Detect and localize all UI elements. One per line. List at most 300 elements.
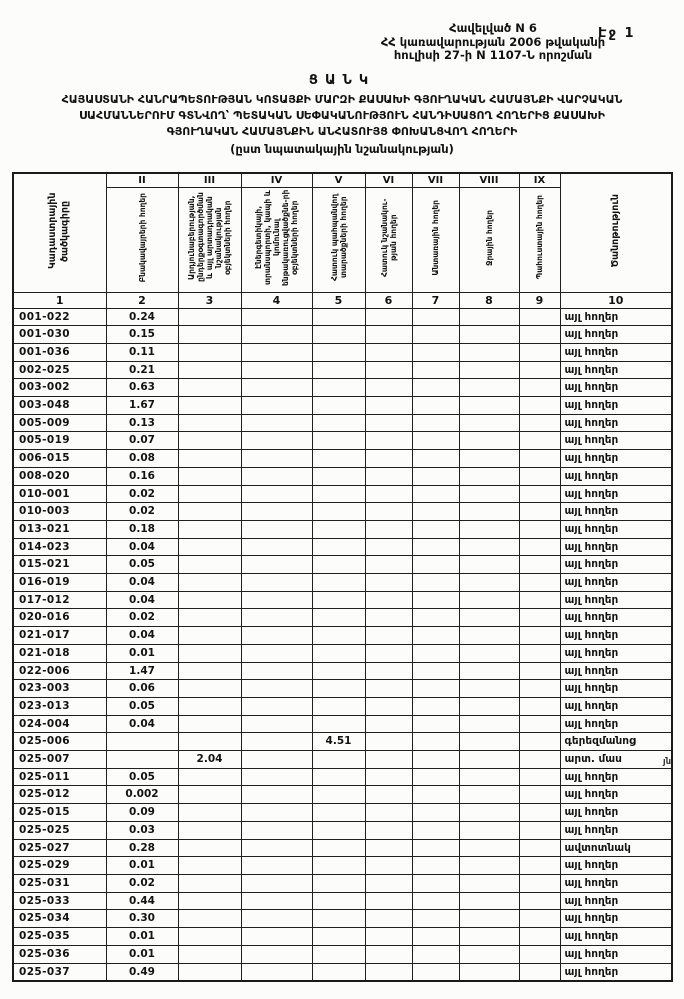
value-cell-6 <box>365 839 412 857</box>
value-cell-2: 0.24 <box>106 308 178 326</box>
value-cell-3 <box>178 627 241 645</box>
table-row <box>13 928 672 946</box>
value-cell-9 <box>519 591 560 609</box>
note-cell: այլ հողեր <box>560 715 672 733</box>
cadastral-code-cell: 025-035 <box>13 928 106 946</box>
value-cell-3 <box>178 609 241 627</box>
value-cell-9 <box>519 326 560 344</box>
header-note-label: Ծանոթություն <box>609 193 621 268</box>
value-cell-6 <box>365 379 412 397</box>
value-cell-6 <box>365 963 412 981</box>
value-cell-7 <box>412 875 459 893</box>
value-cell-9 <box>519 839 560 857</box>
value-cell-5 <box>312 308 365 326</box>
value-cell-7 <box>412 450 459 468</box>
header-water-lands: Ջրային հողեր <box>459 187 519 292</box>
value-cell-8 <box>459 432 519 450</box>
value-cell-5 <box>312 963 365 981</box>
value-cell-4 <box>241 574 312 592</box>
value-cell-9 <box>519 644 560 662</box>
table-row <box>13 556 672 574</box>
cadastral-code-cell: 023-003 <box>13 680 106 698</box>
cadastral-code-cell: 025-037 <box>13 963 106 981</box>
value-cell-3 <box>178 910 241 928</box>
value-cell-7 <box>412 503 459 521</box>
table-row <box>13 397 672 415</box>
value-cell-2: 0.002 <box>106 786 178 804</box>
header-cadastral-code-label: Կադաստրային ծածկագիրը <box>47 192 71 269</box>
header-special-purpose-lands: Հատուկ նշանակու-թյան հողեր <box>365 187 412 292</box>
value-cell-6 <box>365 326 412 344</box>
value-cell-4 <box>241 520 312 538</box>
value-cell-9 <box>519 556 560 574</box>
value-cell-9 <box>519 697 560 715</box>
value-cell-6 <box>365 768 412 786</box>
value-cell-3 <box>178 857 241 875</box>
value-cell-6 <box>365 609 412 627</box>
roman-numeral-row <box>13 173 672 188</box>
value-cell-3 <box>178 556 241 574</box>
value-cell-4 <box>241 414 312 432</box>
value-cell-6 <box>365 450 412 468</box>
value-cell-8 <box>459 556 519 574</box>
table-row <box>13 520 672 538</box>
table-row <box>13 857 672 875</box>
cadastral-code-cell: 025-029 <box>13 857 106 875</box>
value-cell-3 <box>178 928 241 946</box>
note-cell: այլ հողեր <box>560 308 672 326</box>
value-cell-7 <box>412 910 459 928</box>
value-cell-9 <box>519 627 560 645</box>
value-cell-8 <box>459 768 519 786</box>
value-cell-7 <box>412 609 459 627</box>
value-cell-5 <box>312 485 365 503</box>
value-cell-4 <box>241 680 312 698</box>
value-cell-5 <box>312 751 365 769</box>
cadastral-code-cell: 025-027 <box>13 839 106 857</box>
value-cell-5 <box>312 432 365 450</box>
value-cell-5 <box>312 857 365 875</box>
value-cell-7 <box>412 963 459 981</box>
value-cell-7 <box>412 715 459 733</box>
value-cell-7 <box>412 697 459 715</box>
value-cell-3: 2.04 <box>178 751 241 769</box>
cadastral-code-cell: 024-004 <box>13 715 106 733</box>
value-cell-4 <box>241 591 312 609</box>
value-cell-8 <box>459 538 519 556</box>
table-row <box>13 839 672 857</box>
main-title <box>10 92 674 140</box>
cadastral-code-cell: 013-021 <box>13 520 106 538</box>
roman-numeral-V: V <box>312 173 365 188</box>
cadastral-code-cell: 021-018 <box>13 644 106 662</box>
value-cell-6 <box>365 556 412 574</box>
note-cell: այլ հողեր <box>560 432 672 450</box>
value-cell-8 <box>459 520 519 538</box>
table-row <box>13 910 672 928</box>
value-cell-7 <box>412 556 459 574</box>
value-cell-5 <box>312 538 365 556</box>
note-cell: այլ հողեր <box>560 875 672 893</box>
value-cell-9 <box>519 379 560 397</box>
value-cell-2: 0.09 <box>106 804 178 822</box>
value-cell-3 <box>178 574 241 592</box>
value-cell-2: 0.02 <box>106 485 178 503</box>
value-cell-6 <box>365 644 412 662</box>
value-cell-7 <box>412 839 459 857</box>
value-cell-9 <box>519 963 560 981</box>
value-cell-4 <box>241 715 312 733</box>
value-cell-8 <box>459 414 519 432</box>
value-cell-3 <box>178 839 241 857</box>
value-cell-2: 0.01 <box>106 945 178 963</box>
value-cell-5 <box>312 697 365 715</box>
value-cell-8 <box>459 945 519 963</box>
appendix-line-2: ՀՀ կառավարության 2006 թվականի <box>380 34 606 49</box>
cadastral-code-cell: 010-001 <box>13 485 106 503</box>
value-cell-6 <box>365 343 412 361</box>
note-cell: այլ հողեր <box>560 644 672 662</box>
cadastral-code-cell: 005-009 <box>13 414 106 432</box>
value-cell-8 <box>459 821 519 839</box>
value-cell-2: 0.05 <box>106 768 178 786</box>
list-title: ՑԱՆԿ <box>308 72 376 88</box>
note-cell: այլ հողեր <box>560 326 672 344</box>
value-cell-9 <box>519 520 560 538</box>
value-cell-4 <box>241 892 312 910</box>
value-cell-3 <box>178 503 241 521</box>
table-row <box>13 804 672 822</box>
value-cell-3 <box>178 892 241 910</box>
land-table <box>12 172 673 983</box>
value-cell-8 <box>459 804 519 822</box>
value-cell-9 <box>519 733 560 751</box>
value-cell-2: 0.13 <box>106 414 178 432</box>
value-cell-4 <box>241 308 312 326</box>
value-cell-2: 0.02 <box>106 609 178 627</box>
value-cell-2: 0.04 <box>106 538 178 556</box>
table-row <box>13 308 672 326</box>
value-cell-6 <box>365 485 412 503</box>
value-cell-7 <box>412 343 459 361</box>
cadastral-code-cell: 025-036 <box>13 945 106 963</box>
value-cell-5 <box>312 839 365 857</box>
cadastral-code-cell: 008-020 <box>13 467 106 485</box>
note-cell: ավտոտնակ <box>560 839 672 857</box>
note-cell: այլ հողեր <box>560 343 672 361</box>
value-cell-5 <box>312 644 365 662</box>
value-cell-3 <box>178 343 241 361</box>
value-cell-7 <box>412 733 459 751</box>
note-cell: այլ հողեր <box>560 857 672 875</box>
value-cell-2: 0.02 <box>106 503 178 521</box>
value-cell-4 <box>241 485 312 503</box>
value-cell-8 <box>459 733 519 751</box>
value-cell-3 <box>178 591 241 609</box>
value-cell-9 <box>519 343 560 361</box>
value-cell-8 <box>459 379 519 397</box>
value-cell-9 <box>519 503 560 521</box>
value-cell-5 <box>312 892 365 910</box>
value-cell-3 <box>178 326 241 344</box>
value-cell-6 <box>365 697 412 715</box>
value-cell-3 <box>178 875 241 893</box>
cadastral-code-cell: 006-015 <box>13 450 106 468</box>
column-number-7: 7 <box>412 292 459 308</box>
value-cell-2: 0.05 <box>106 556 178 574</box>
value-cell-8 <box>459 503 519 521</box>
cadastral-code-cell: 025-006 <box>13 733 106 751</box>
value-cell-3 <box>178 397 241 415</box>
note-cell: այլ հողեր <box>560 379 672 397</box>
value-cell-8 <box>459 450 519 468</box>
cadastral-code-cell: 002-025 <box>13 361 106 379</box>
cadastral-code-cell: 003-002 <box>13 379 106 397</box>
cadastral-code-cell: 016-019 <box>13 574 106 592</box>
value-cell-4 <box>241 839 312 857</box>
cadastral-code-cell: 020-016 <box>13 609 106 627</box>
value-cell-9 <box>519 609 560 627</box>
value-cell-7 <box>412 751 459 769</box>
value-cell-8 <box>459 857 519 875</box>
value-cell-6 <box>365 733 412 751</box>
value-cell-9 <box>519 662 560 680</box>
value-cell-3 <box>178 467 241 485</box>
roman-numeral-IX: IX <box>519 173 560 188</box>
cadastral-code-cell: 003-048 <box>13 397 106 415</box>
column-number-10: 10 <box>560 292 672 308</box>
stray-mark: յն <box>663 757 672 767</box>
value-cell-4 <box>241 627 312 645</box>
header-industrial-lands: Արդյունաբերության, ընդերքօգտագործման և այլ արտադրական նշանակության օբյեկտների հողեր <box>178 187 241 292</box>
value-cell-7 <box>412 574 459 592</box>
value-cell-2: 0.07 <box>106 432 178 450</box>
value-cell-2: 1.67 <box>106 397 178 415</box>
value-cell-8 <box>459 591 519 609</box>
value-cell-3 <box>178 715 241 733</box>
value-cell-9 <box>519 821 560 839</box>
value-cell-4 <box>241 821 312 839</box>
value-cell-9 <box>519 875 560 893</box>
value-cell-9 <box>519 751 560 769</box>
value-cell-7 <box>412 644 459 662</box>
value-cell-9 <box>519 397 560 415</box>
value-cell-6 <box>365 432 412 450</box>
appendix-line-1: Հավելված N 6 <box>449 21 537 35</box>
value-cell-4 <box>241 556 312 574</box>
value-cell-5 <box>312 556 365 574</box>
value-cell-5 <box>312 326 365 344</box>
value-cell-7 <box>412 892 459 910</box>
value-cell-2: 0.03 <box>106 821 178 839</box>
note-cell: այլ հողեր <box>560 662 672 680</box>
value-cell-7 <box>412 857 459 875</box>
value-cell-8 <box>459 751 519 769</box>
note-cell: այլ հողեր <box>560 414 672 432</box>
value-cell-2 <box>106 751 178 769</box>
cadastral-code-cell: 017-012 <box>13 591 106 609</box>
note-cell: այլ հողեր <box>560 520 672 538</box>
page-number: Էջ 1 <box>598 26 636 41</box>
value-cell-4 <box>241 857 312 875</box>
cadastral-code-cell: 014-023 <box>13 538 106 556</box>
value-cell-6 <box>365 786 412 804</box>
table-row <box>13 414 672 432</box>
value-cell-4 <box>241 432 312 450</box>
value-cell-6 <box>365 467 412 485</box>
value-cell-4 <box>241 538 312 556</box>
note-cell: այլ հողեր <box>560 503 672 521</box>
value-cell-6 <box>365 361 412 379</box>
value-cell-9 <box>519 910 560 928</box>
cadastral-code-cell: 010-003 <box>13 503 106 521</box>
value-cell-4 <box>241 379 312 397</box>
value-cell-4 <box>241 343 312 361</box>
value-cell-5 <box>312 361 365 379</box>
note-cell: այլ հողեր <box>560 680 672 698</box>
value-cell-7 <box>412 397 459 415</box>
value-cell-2: 0.04 <box>106 574 178 592</box>
header-forest-lands: Անտառային հողեր <box>412 187 459 292</box>
cadastral-code-cell: 001-022 <box>13 308 106 326</box>
cadastral-code-cell: 005-019 <box>13 432 106 450</box>
value-cell-5 <box>312 945 365 963</box>
value-cell-7 <box>412 821 459 839</box>
table-row <box>13 644 672 662</box>
value-cell-6 <box>365 397 412 415</box>
value-cell-6 <box>365 892 412 910</box>
value-cell-7 <box>412 804 459 822</box>
cadastral-code-cell: 025-033 <box>13 892 106 910</box>
value-cell-2: 0.28 <box>106 839 178 857</box>
value-cell-4 <box>241 928 312 946</box>
note-cell: այլ հողեր <box>560 928 672 946</box>
value-cell-3 <box>178 379 241 397</box>
cadastral-code-cell: 025-015 <box>13 804 106 822</box>
value-cell-9 <box>519 892 560 910</box>
value-cell-3 <box>178 662 241 680</box>
value-cell-2: 0.44 <box>106 892 178 910</box>
value-cell-5 <box>312 503 365 521</box>
value-cell-6 <box>365 751 412 769</box>
note-cell: այլ հողեր <box>560 627 672 645</box>
value-cell-7 <box>412 768 459 786</box>
note-cell: այլ հողեր <box>560 397 672 415</box>
value-cell-6 <box>365 414 412 432</box>
value-cell-3 <box>178 432 241 450</box>
value-cell-5 <box>312 591 365 609</box>
value-cell-5: 4.51 <box>312 733 365 751</box>
value-cell-5 <box>312 910 365 928</box>
value-cell-7 <box>412 786 459 804</box>
value-cell-3 <box>178 786 241 804</box>
value-cell-2: 1.47 <box>106 662 178 680</box>
value-cell-2: 0.04 <box>106 591 178 609</box>
cadastral-code-cell: 015-021 <box>13 556 106 574</box>
column-number-row <box>13 292 672 308</box>
value-cell-9 <box>519 308 560 326</box>
value-cell-2: 0.01 <box>106 928 178 946</box>
note-cell: այլ հողեր <box>560 910 672 928</box>
value-cell-5 <box>312 928 365 946</box>
value-cell-8 <box>459 875 519 893</box>
value-cell-4 <box>241 786 312 804</box>
table-row <box>13 786 672 804</box>
value-cell-7 <box>412 361 459 379</box>
cadastral-code-cell: 021-017 <box>13 627 106 645</box>
value-cell-5 <box>312 786 365 804</box>
column-number-9: 9 <box>519 292 560 308</box>
value-cell-3 <box>178 733 241 751</box>
value-cell-2: 0.49 <box>106 963 178 981</box>
table-row <box>13 467 672 485</box>
header-settlement-lands: Բնակավայրերի հողեր <box>106 187 178 292</box>
value-cell-5 <box>312 379 365 397</box>
note-cell: այլ հողեր <box>560 892 672 910</box>
note-cell: այլ հողեր <box>560 485 672 503</box>
table-row <box>13 343 672 361</box>
value-cell-3 <box>178 520 241 538</box>
value-cell-5 <box>312 520 365 538</box>
value-cell-5 <box>312 768 365 786</box>
note-cell: այլ հողեր <box>560 556 672 574</box>
value-cell-2: 0.08 <box>106 450 178 468</box>
value-cell-3 <box>178 450 241 468</box>
value-cell-8 <box>459 928 519 946</box>
appendix-line-3: հուլիսի 27-ի N 1107-Ն որոշման <box>393 48 593 62</box>
title-line-3: ԳՅՈՒՂԱԿԱՆ ՀԱՄԱՅՆՔԻՆ ԱՆՀԱՏՈՒՅՑ ՓՈԽԱՆՑՎՈՂ ՀՈՂԵՐԻ <box>166 124 518 138</box>
value-cell-4 <box>241 875 312 893</box>
cadastral-code-cell: 001-036 <box>13 343 106 361</box>
column-number-2: 2 <box>106 292 178 308</box>
value-cell-2: 0.01 <box>106 857 178 875</box>
value-cell-9 <box>519 432 560 450</box>
table-row <box>13 609 672 627</box>
value-cell-9 <box>519 361 560 379</box>
document-page <box>0 22 684 999</box>
value-cell-6 <box>365 520 412 538</box>
note-cell: այլ հողեր <box>560 591 672 609</box>
value-cell-5 <box>312 680 365 698</box>
value-cell-6 <box>365 503 412 521</box>
value-cell-5 <box>312 627 365 645</box>
table-row <box>13 432 672 450</box>
value-cell-7 <box>412 662 459 680</box>
roman-numeral-VI: VI <box>365 173 412 188</box>
value-cell-8 <box>459 697 519 715</box>
value-cell-9 <box>519 680 560 698</box>
value-cell-6 <box>365 574 412 592</box>
table-row <box>13 875 672 893</box>
value-cell-2: 0.01 <box>106 644 178 662</box>
value-cell-6 <box>365 680 412 698</box>
subtitle: (ըստ նպատակային նշանակության) <box>230 141 454 156</box>
value-cell-6 <box>365 945 412 963</box>
cadastral-code-cell: 001-030 <box>13 326 106 344</box>
value-cell-6 <box>365 821 412 839</box>
note-cell: այլ հողեր <box>560 361 672 379</box>
note-cell: գերեզմանոց <box>560 733 672 751</box>
value-cell-2: 0.04 <box>106 627 178 645</box>
value-cell-3 <box>178 644 241 662</box>
column-number-8: 8 <box>459 292 519 308</box>
value-cell-6 <box>365 627 412 645</box>
table-row <box>13 379 672 397</box>
header-note <box>560 173 672 293</box>
value-cell-4 <box>241 326 312 344</box>
value-cell-7 <box>412 928 459 946</box>
column-number-5: 5 <box>312 292 365 308</box>
